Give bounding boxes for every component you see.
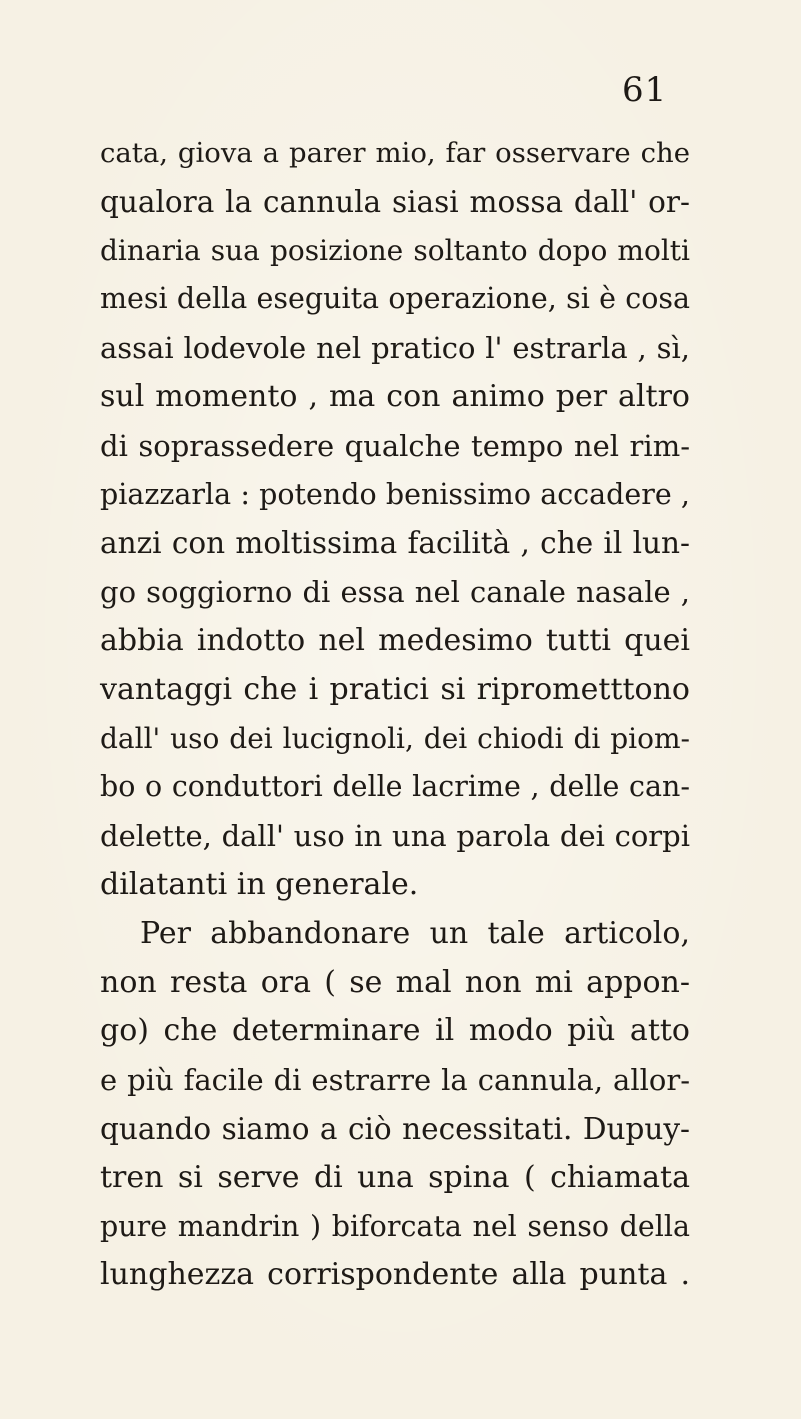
text-line: lunghezza corrispondente alla punta .: [100, 1257, 690, 1293]
text-line: vantaggi che i pratici si riprometttono: [100, 671, 690, 707]
text-line: mesi della eseguita operazione, si è cosa: [100, 282, 690, 316]
text-line: tren si serve di una spina ( chiamata: [100, 1159, 690, 1195]
text-line: cata, giova a parer mio, far osservare che: [100, 137, 690, 169]
text-line: e più facile di estrarre la cannula, allor-: [100, 1063, 690, 1098]
text-line: go soggiorno di essa nel canale nasale ,: [100, 575, 690, 610]
text-line: di soprassedere qualche tempo nel rim-: [100, 428, 690, 463]
page-number: 61: [622, 70, 668, 110]
paragraph-end-line: dilatanti in generale.: [100, 866, 419, 902]
body-text: [100, 129, 690, 1300]
text-line: qualora la cannula siasi mossa dall' or-: [100, 184, 690, 219]
text-line: abbia indotto nel medesimo tutti quei: [100, 622, 690, 658]
text-line: pure mandrin ) biforcata nel senso della: [100, 1209, 690, 1243]
text-line: sul momento , ma con animo per altro: [100, 378, 690, 414]
text-line: assai lodevole nel pratico l' estrarla , sì,: [100, 331, 690, 366]
text-line: go) che determinare il modo più atto: [100, 1013, 690, 1049]
text-line: bo o conduttori delle lacrime , delle can-: [100, 770, 690, 804]
text-line: quando siamo a ciò necessitati. Dupuy-: [100, 1111, 690, 1146]
text-line: dall' uso dei lucignoli, dei chiodi di piom-: [100, 721, 690, 755]
paragraph-start-line: Per abbandonare un tale articolo,: [140, 915, 690, 951]
text-line: dinaria sua posizione soltanto dopo molti: [100, 233, 690, 267]
text-line: non resta ora ( se mal non mi appon-: [100, 964, 690, 1000]
text-line: piazzarla : potendo benissimo accadere ,: [100, 477, 690, 511]
text-line: delette, dall' uso in una parola dei corpi: [100, 819, 690, 854]
text-line: anzi con moltissima facilità , che il lun-: [100, 526, 690, 561]
